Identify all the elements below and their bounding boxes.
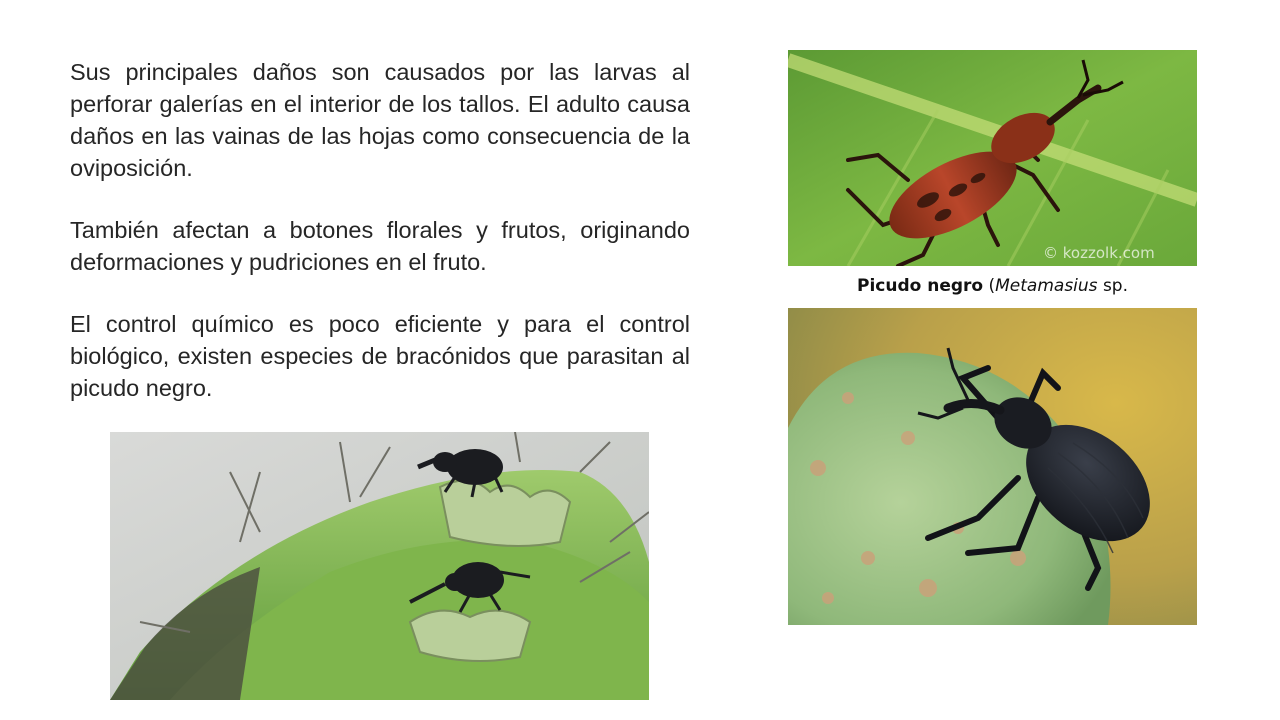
photo-black-weevil-on-cactus [788, 308, 1197, 625]
body-text [70, 56, 690, 434]
photo-caption [790, 276, 1195, 296]
caption-common-name: Picudo negro [856, 276, 984, 296]
paragraph-flowers-fruits: También afectan a botones florales y frutos, originando deformaciones y pudriciones en el fruto. [70, 217, 690, 275]
watermark-text: © kozzolk.com [1043, 244, 1155, 262]
caption-species: sp. [1097, 276, 1129, 296]
paragraph-control: El control químico es poco eficiente y para el control biológico, existen especies de bracónidos que parasitan al picudo negro. [70, 311, 690, 401]
photo-red-weevil-on-leaf [788, 50, 1197, 266]
caption-open: ( [983, 276, 996, 296]
photo-weevils-on-damaged-cactus [110, 432, 649, 700]
paragraph-damage: Sus principales daños son causados por las larvas al perforar galerías en el interior de los tallos. El adulto causa daños en las vainas de las hojas como consecuencia de la oviposición. [70, 59, 690, 181]
caption-genus: Metamasius [995, 276, 1098, 296]
